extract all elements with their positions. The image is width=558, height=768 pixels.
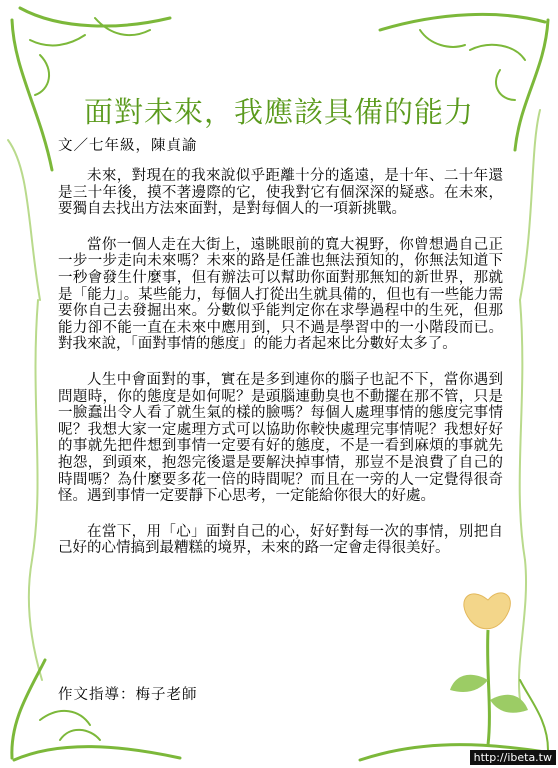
- paragraph-3: 人生中會面對的事，實在是多到連你的腦子也記不下，當你遇到問題時，你的態度是如何呢？是頭腦連動臭也不動擺在那不管，只是一臉蠢出令人看了就生氣的樣的臉嗎？每個人處理事情的態度完事情呢？我想大家一定處理方式可以協助你較快處理完事情呢？我想好好的事就先把件想到事情一定要有好的態度，不是一看到麻煩的事就先抱怨，到頭來，抱怨完後還是要解決掉事情，那豈不是浪費了自己的時間嗎？為什麼要多花一倍的時間呢？而且在一旁的人一定覺得很奇怪。遇到事情一定要靜下心思考，一定能給你很大的好處。: [58, 371, 503, 505]
- author-line: 文／七年級，陳貞諭: [58, 138, 198, 154]
- right-vine-icon: [519, 300, 526, 700]
- paragraph-1: 未來，對現在的我來說似乎距離十分的遙遠，是十年、二十年還是三十年後，摸不著邊際的它，使我對它有個深深的疑惑。在未來，要獨自去找出方法來面對，是對每個人的一項新挑戰。: [58, 168, 503, 218]
- bottom-left-swirl-icon: [12, 660, 180, 760]
- essay-body: [58, 168, 503, 576]
- page-title: 面對未來，我應該具備的能力: [83, 95, 474, 129]
- paragraph-4: 在當下，用「心」面對自己的心，好好對每一次的事情，別把自己好的心情搞到最糟糕的境界，未來的路一定會走得很美好。: [58, 523, 503, 557]
- paragraph-2: 當你一個人走在大街上，遠眺眼前的寬大視野，你曾想過自己正一步一步走向未來嗎？未來的路是任誰也無法預知的，你無法知道下一秒會發生什麼事，但有辦法可以幫助你面對那無知的新世界，那就是「能力」。某些能力，每個人打從出生就具備的，但也有一些能力需要你自己去發掘出來。分數似乎能判定你在求學過程中的生死，但那能力卻不能一直在未來中應用到，只不過是學習中的一小階段而已。對我來說，「面對事情的態度」的能力者起來比分數好太多了。: [58, 236, 503, 353]
- advisor-credit: 作文指導：梅子老師: [58, 687, 198, 703]
- site-watermark: http://ibeta.tw: [470, 750, 556, 765]
- left-vine-icon: [29, 300, 42, 680]
- bottom-right-flower-icon: [450, 593, 528, 745]
